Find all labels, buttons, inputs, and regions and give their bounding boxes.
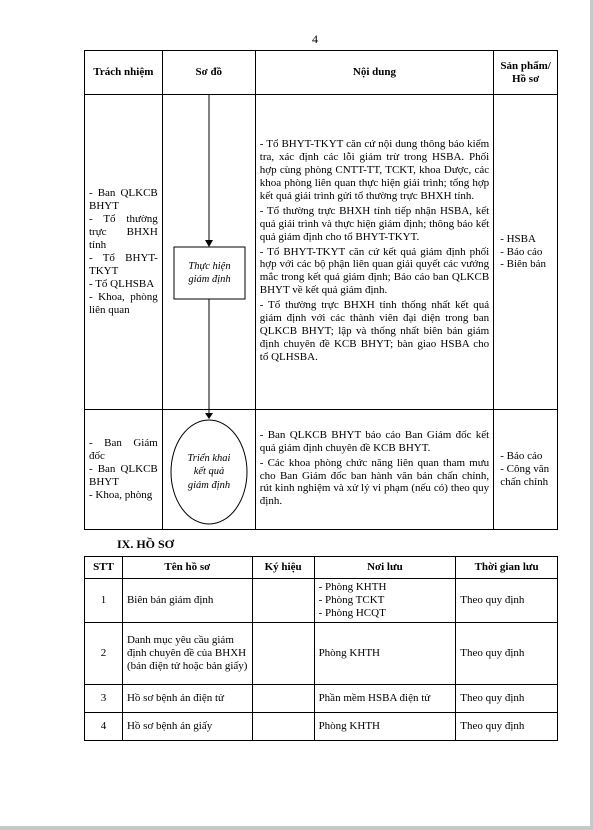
row-record-name: Hồ sơ bệnh án điện tử: [122, 685, 252, 713]
product-item: - Báo cáo: [500, 245, 543, 258]
location-item: Phần mềm HSBA điện tử: [318, 692, 431, 705]
responsible-item: - Ban QLKCB BHYT: [89, 187, 158, 213]
row-record-name: Biên bản giám định: [122, 579, 252, 623]
flowchart-step-2: [163, 410, 255, 529]
process-table-header: [85, 51, 558, 95]
header-content: Nội dung: [255, 51, 493, 95]
row-stt: 2: [85, 623, 123, 685]
location-item: Phòng KHTH: [318, 720, 380, 733]
content-paragraph: - Tổ BHYT-TKYT căn cứ nội dung thông báo kiểm tra, xác định các lỗi giảm trừ trong HSBA. Phối hợp cùng phòng CNTT-TT, TCKT, khoa Dược, các khoa phòng liên quan thực hiện giải trình; tổng hợp kết quả giải trình gửi tổ thường trực BHXH tỉnh.: [259, 137, 490, 202]
content-paragraph: - Tổ BHYT-TKYT căn cứ kết quả giám định phối hợp với các bộ phận liên quan giải quyết các vướng mắc trong kết quả giám định; Báo cáo ban QLKCB BHYT về kết quả giám định.: [259, 245, 490, 297]
product-item: - Báo cáo: [500, 450, 543, 463]
responsible-item: - Ban QLKCB BHYT: [89, 463, 158, 488]
responsible-item: - Tổ QLHSBA: [89, 277, 155, 290]
responsible-item: - Khoa, phòng liên quan: [89, 290, 158, 316]
row-location: [314, 713, 456, 741]
row-code: [252, 579, 314, 623]
flow-arrowhead: [205, 240, 213, 247]
responsible-cell: [85, 410, 163, 530]
header-location: Nơi lưu: [314, 557, 456, 579]
row-stt: 4: [85, 713, 123, 741]
flow-arrowhead: [205, 413, 213, 419]
responsible-cell: [85, 95, 163, 410]
flow-step-label: Thực hiện giám định: [188, 260, 231, 285]
row-retention: Theo quy định: [456, 685, 558, 713]
content-paragraph: - Các khoa phòng chức năng liên quan tham mưu cho Ban Giám đốc ban hành văn bản chấn chỉnh, rút kinh nghiệm và xử lý vi phạm (nếu có) theo quy định.: [259, 456, 490, 508]
row-record-name: Hồ sơ bệnh án giấy: [122, 713, 252, 741]
row-location: [314, 685, 456, 713]
row-stt: 3: [85, 685, 123, 713]
content-cell: [255, 95, 493, 410]
row-record-name: Danh mục yêu cầu giám định chuyên đề của BHXH (bản điện tử hoặc bản giấy): [122, 623, 252, 685]
content-paragraph: - Ban QLKCB BHYT báo cáo Ban Giám đốc kết quả giám định chuyên đề KCB BHYT.: [259, 428, 490, 454]
section-title: IX. HỒ SƠ: [117, 537, 175, 551]
row-location: [314, 579, 456, 623]
process-table: [84, 50, 558, 530]
process-row: [85, 95, 558, 410]
product-item: - Biên bản: [500, 258, 547, 271]
table-row: [85, 623, 558, 685]
location-item: Phòng KHTH: [318, 647, 380, 660]
header-diagram: Sơ đồ: [162, 51, 255, 95]
content-paragraph: - Tổ thường trực BHXH tỉnh tiếp nhận HSBA, kết quả giải trình và thực hiện giám định; thông báo kết quả giám định cho tổ BHYT-TKYT.: [259, 204, 490, 243]
location-item: - Phòng KHTH: [318, 581, 387, 594]
table-row: [85, 579, 558, 623]
flowchart-step-1: [163, 95, 255, 409]
products-cell: [494, 410, 558, 530]
row-code: [252, 713, 314, 741]
responsible-item: - Tổ thường trực BHXH tỉnh: [89, 213, 158, 252]
responsible-item: - Khoa, phòng: [89, 488, 153, 501]
header-stt: STT: [85, 557, 123, 579]
flowchart-cell: [162, 95, 255, 410]
row-retention: Theo quy định: [456, 713, 558, 741]
row-stt: 1: [85, 579, 123, 623]
row-code: [252, 623, 314, 685]
flow-step-label: Triển khai kết quả giám định: [187, 453, 231, 491]
content-cell: [255, 410, 493, 530]
responsible-item: - Tổ BHYT-TKYT: [89, 252, 158, 277]
process-row: [85, 410, 558, 530]
header-retention: Thời gian lưu: [456, 557, 558, 579]
product-item: - HSBA: [500, 232, 536, 245]
header-record-name: Tên hồ sơ: [122, 557, 252, 579]
page-edge-bottom: [0, 826, 593, 830]
location-item: - Phòng TCKT: [318, 594, 385, 607]
location-item: - Phòng HCQT: [318, 606, 386, 619]
header-code: Ký hiệu: [252, 557, 314, 579]
records-table: [84, 556, 558, 741]
flowchart-cell: [162, 410, 255, 530]
header-responsibility: Trách nhiệm: [85, 51, 163, 95]
row-code: [252, 685, 314, 713]
responsible-item: - Ban Giám đốc: [89, 437, 158, 463]
row-retention: Theo quy định: [456, 623, 558, 685]
row-retention: Theo quy định: [456, 579, 558, 623]
row-location: [314, 623, 456, 685]
table-row: [85, 713, 558, 741]
records-table-header: [85, 557, 558, 579]
page-number: 4: [312, 32, 318, 46]
header-products: Sản phẩm/ Hồ sơ: [494, 51, 558, 95]
content-paragraph: - Tổ thường trực BHXH tỉnh thống nhất kết quả giám định với các thành viên đại diện trong ban QLKCB BHYT; lập và thống nhất biên bản giám định chuyên đề KCB BHYT; bàn giao HSBA cho tổ QLHSBA.: [259, 299, 490, 364]
products-cell: [494, 95, 558, 410]
product-item: - Công văn chấn chỉnh: [500, 463, 550, 488]
table-row: [85, 685, 558, 713]
